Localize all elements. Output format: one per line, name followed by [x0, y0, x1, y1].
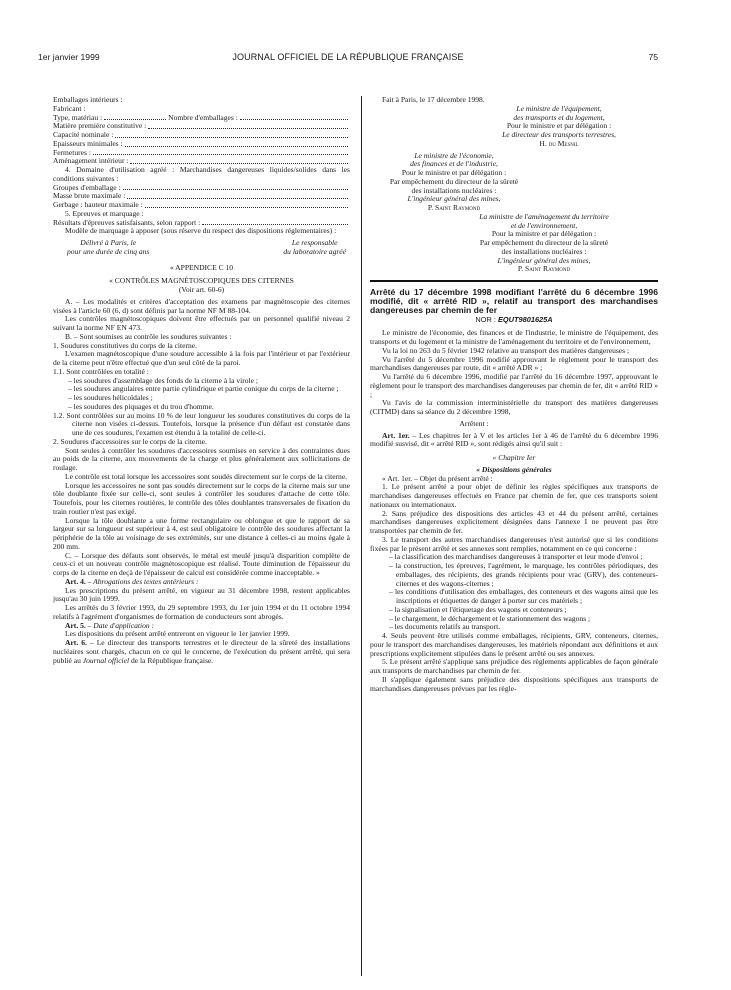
form-dots	[127, 192, 348, 199]
form-label: Groupes d'emballage :	[53, 182, 121, 192]
responsible-title: Le responsable	[291, 238, 338, 247]
form-label: Masse brute maximale :	[53, 191, 126, 201]
article-5-paragraph: Les dispositions du présent arrêté entreront en vigueur le 1er janvier 1999.	[65, 629, 290, 639]
numbered-paragraph: 5. Le présent arrêté s'applique sans préjudice des règlements applicables de façon générale aux transports de marchandises par chemin de fer.	[370, 657, 658, 676]
list-item: – les conditions d'utilisation des emballages, des conteneurs et des wagons ainsi que les inscriptions et étiquettes de danger à porter sur ces matériels ;	[389, 587, 658, 606]
paragraph-c: C. – Lorsque des défauts sont observés, le métal est meulé jusqu'à disparition complète de ceux-ci et un nouveau contrôle magnétoscopique est réalisé. Toute diminution de l'épaisseur du corps de la citerne en deçà de l'épaisseur de calcul est considérée comme inacceptable. »	[53, 550, 350, 577]
signatory-line: L'ingénieur général des mines,	[497, 255, 591, 265]
signatory-name: H. du Mesnil	[539, 138, 579, 148]
delivery-signature-block	[53, 239, 350, 257]
header-page-number: 75	[648, 52, 658, 62]
header-journal-title: JOURNAL OFFICIEL DE LA RÉPUBLIQUE FRANÇAISE	[232, 52, 464, 62]
article-1-paragraph	[370, 432, 658, 450]
nor-label: NOR :	[475, 314, 498, 324]
fait-a-paris: Fait à Paris, le 17 décembre 1998.	[382, 95, 485, 104]
domaine-text: 4. Domaine d'utilisation agréé : Marchandises dangereuses liquides/solides dans les conditions suivantes :	[53, 165, 350, 183]
paragraph-a: A. – Les modalités et critères d'acceptation des examens par magnétoscopie des citernes visées à l'article 60 (6, d) sont définis par la norme NF M 88-104.	[53, 296, 350, 315]
form-label: Nombre d'emballages :	[168, 112, 238, 122]
vu-paragraph: Vu l'arrêté du 5 décembre 1996 modifié approuvant le règlement pour le transport des marchandises dangereuses par route, dit « arrêté ADR » ;	[370, 354, 658, 373]
signatory-line: Pour le ministre et par délégation :	[401, 168, 507, 177]
form-row	[53, 96, 350, 105]
form-row	[53, 140, 350, 149]
form-dots	[115, 131, 348, 138]
signatory-name: P. Saint Raymond	[427, 203, 481, 212]
signatory-line: Pour la ministre et par délégation :	[491, 229, 597, 239]
article-6-paragraph	[53, 639, 350, 665]
paragraph-a2: Les contrôles magnétoscopiques doivent être effectués par un personnel qualifié niveau 2 suivant la norme NF EN 473.	[53, 314, 350, 332]
form-label: Fabricant :	[53, 103, 86, 113]
form-label: Capacité nominale :	[53, 130, 114, 139]
form-label: Epaisseurs minimales :	[53, 138, 123, 148]
article-5-label: Art. 5.	[65, 620, 86, 630]
article-4-paragraph: Les arrêtés du 3 février 1993, du 29 septembre 1993, du 1er juin 1994 et du 11 octobre 1994 relatifs à l'agrément d'organismes de formation de conducteurs sont abrogés.	[53, 603, 350, 621]
signature-block-economy	[330, 152, 578, 213]
form-label: Aménagement intérieur :	[53, 156, 129, 166]
signatory-line: Le directeur des transports terrestres,	[502, 130, 616, 139]
list-item: – les soudures angulaires entre partie cylindrique et partie conique du corps de la citerne ;	[68, 384, 339, 394]
header-date: 1er janvier 1999	[38, 52, 100, 62]
dispositions-heading: « Dispositions générales	[476, 464, 552, 474]
section-2-paragraph: Le contrôle est total lorsque les accessoires sont soudés directement sur le corps de la citerne.	[65, 471, 348, 481]
right-column	[370, 96, 658, 693]
form-dots	[148, 122, 348, 129]
form-dots	[93, 149, 348, 156]
form-dots	[145, 201, 348, 208]
list-item: – les soudures des piquages et du trou d'homme.	[68, 401, 214, 411]
form-label: Type, matériau :	[53, 112, 103, 122]
section-1-1-heading: 1.1. Sont contrôlées en totalité :	[53, 366, 149, 376]
nor-code: EQUT9801625A	[497, 314, 553, 324]
signatory-line: des transports et du logement,	[513, 112, 605, 122]
journal-officiel-ref: Journal officiel	[82, 655, 130, 665]
signatory-line: Par empêchement du directeur de la sûreté	[479, 238, 609, 247]
paragraph-b: B. – Sont soumises au contrôle les soudures suivantes :	[65, 331, 232, 341]
signatory-line: des installations nucléaires :	[411, 185, 497, 195]
form-dots	[104, 114, 166, 121]
signatory-line: des installations nucléaires :	[501, 246, 587, 256]
epreuves-heading: 5. Epreuves et marquage :	[65, 208, 144, 218]
left-column	[53, 96, 350, 665]
list-item: – le chargement, le déchargement et le stationnement des wagons ;	[389, 613, 591, 623]
intro-paragraph: Le ministre de l'économie, des finances et de l'industrie, le ministre de l'équipement, des transports et du logement et la ministre de l'aménagement du territoire et de l'environnement,	[370, 328, 658, 347]
appendix-heading: « APPENDICE C 10	[169, 262, 234, 272]
list-item: – les soudures d'assemblage des fonds de la citerne à la virole ;	[68, 375, 258, 385]
signatory-line: Le ministre de l'équipement,	[516, 103, 602, 113]
appendix-reference: (Voir art. 60-6)	[178, 285, 225, 294]
article-6-label: Art. 6.	[65, 638, 87, 647]
form-dots	[130, 157, 348, 164]
form-dots	[202, 219, 348, 226]
form-label: Résultats d'épreuves satisfaisants, selon rapport :	[53, 217, 201, 227]
article-4-title: – Abrogations des textes antérieurs :	[85, 576, 199, 586]
form-dots	[125, 140, 348, 147]
list-item: – la signalisation et l'étiquetage des wagons et conteneurs ;	[389, 604, 567, 614]
section-2-paragraph: Lorsque la tôle doublante a une forme rectangulaire ou oblongue et que le rapport de sa largeur sur sa longueur est supérieur à 4, est seul obligatoire le contrôle des soudures affectant la périphérie de la tôle au voisinage de ses extrémités, sur une distance à celles-ci au moins égale à 200 mm.	[53, 515, 350, 551]
form-dots	[240, 114, 348, 121]
signatory-line: et de l'environnement,	[510, 220, 578, 230]
numbered-paragraph: 1. Le présent arrêté a pour objet de définir les règles spécifiques aux transports de marchandises dangereuses effectués en France par chemin de fer, que ces transports soient nationaux ou internationaux.	[370, 482, 658, 509]
section-1-text: L'examen magnétoscopique d'une soudure accessible à la fois par l'intérieur et par l'extérieur de la citerne peut n'être effectué que d'un seul côté de la paroi.	[53, 349, 350, 367]
numbered-paragraph: Il s'applique également sans préjudice des dispositions spécifiques aux transports de marchandises dangereuses prévues par les règle-	[370, 674, 658, 693]
article-1-label: Art. 1er.	[382, 430, 410, 440]
nor-reference	[370, 316, 658, 325]
list-item: – la classification des marchandises dangereuses à transporter et leur mode d'envoi ;	[389, 552, 643, 562]
form-dots	[123, 184, 348, 191]
numbered-paragraph: 4. Seuls peuvent être utilisés comme emballages, récipients, GRV, conteneurs, citernes, pour le transport des marchandises dangereuses, les matériels répondant aux définitions et aux prescriptions explicitement stipulées dans le présent arrêté ou ses annexes.	[370, 631, 658, 658]
chapter-heading: « Chapitre Ier	[492, 453, 536, 463]
column-divider	[361, 96, 362, 976]
signatory-line: Par empêchement du directeur de la sûreté	[389, 176, 519, 186]
signature-block-equipment	[460, 105, 658, 149]
section-2-paragraph: Lorsque les accessoires ne sont pas soudés directement sur le corps de la citerne mais sur une tôle doublante fixée sur celle-ci, sont seules à contrôler les soudures d'attache de cette tôle. Toutefois, pour les citernes routières, le contrôle des tôles doublantes transversales de fixation du train routier n'est pas exigé.	[53, 480, 350, 516]
article-1-object: « Art. 1er. – Objet du présent arrêté :	[382, 473, 493, 483]
signatory-line: L'ingénieur général des mines,	[407, 194, 501, 204]
article-4-paragraph: Les prescriptions du présent arrêté, en vigueur au 31 décembre 1998, restent applicables jusqu'au 30 juin 1999.	[53, 585, 350, 604]
article-6-text: – Le directeur des transports terrestres et le directeur de la sûreté des installations nucléaires sont chargés, chacun en ce qui le concerne, de l'exécution du présent arrêté, qui sera publié au	[53, 638, 351, 665]
signature-block-environment	[430, 213, 658, 274]
form-label: Emballages intérieurs :	[53, 95, 123, 104]
section-1-heading: 1. Soudures constitutives du corps de la citerne.	[53, 340, 197, 350]
signatory-line: La ministre de l'aménagement du territoire	[479, 211, 609, 221]
signatory-name: P. Saint Raymond	[517, 264, 571, 274]
appendix-title: « CONTRÔLES MAGNÉTOSCOPIQUES DES CITERNES	[109, 276, 294, 286]
article-5-title: – Date d'application :	[85, 620, 155, 630]
modele-text: Modèle de marquage à apposer (sous réserve du respect des dispositions réglementaires) :	[65, 226, 337, 236]
arretent: Arrêtent :	[459, 418, 489, 428]
section-1-2-text: 1.2. Sont contrôlées sur au moins 10 % de leur longueur les soudures constitutives du corps de la citerne non visées ci-dessus. Toutefois, lorsque la présence d'un défaut est constatée dans une de ces soudures, l'examen est étendu à la totalité de celle-ci.	[53, 410, 350, 437]
section-2-heading: 2. Soudures d'accessoires sur le corps de la citerne.	[53, 436, 207, 446]
page-header	[38, 52, 658, 66]
numbered-paragraph: 3. Le transport des autres marchandises dangereuses n'est autorisé que si les conditions fixées par le présent arrêté et ses annexes sont remplies, notamment en ce qui concerne :	[370, 534, 658, 553]
form-label: Gerbage : hauteur maximale :	[53, 200, 143, 209]
article-6-end: de la République française.	[129, 655, 214, 665]
section-rule	[370, 280, 658, 282]
validity-duration: pour une durée de cinq ans	[67, 246, 150, 256]
numbered-paragraph: 2. Sans préjudice des dispositions des articles 43 et 44 du présent arrêté, certaines marchandises dangereuses explicitement désignées dans l'annexe I ne peuvent pas être transportées par chemin de fer.	[370, 508, 658, 536]
form-label: Matière première constitutive :	[53, 121, 147, 131]
list-item: – les documents relatifs au transport.	[389, 622, 501, 632]
signatory-line: des finances et de l'industrie,	[410, 159, 498, 169]
article-4-label: Art. 4.	[65, 576, 86, 586]
vu-paragraph: Vu l'arrêté du 6 décembre 1996, modifié par l'arrêté du 16 décembre 1997, approuvant le règlement pour le transport des marchandises dangereuses par chemin de fer, dit « arrêté RID » ;	[370, 372, 658, 399]
section-2-paragraph: Sont seules à contrôler les soudures d'accessoires soumises en service à des contraintes dues au poids de la citerne, aux mouvements de la charge et plus généralement aux sollicitations de roulage.	[53, 445, 350, 472]
form-label: Fermetures :	[53, 147, 91, 157]
list-item: – la construction, les épreuves, l'agrément, le marquage, les contrôles périodiques, des emballages, des récipients, des grands récipients pour vrac (GRV), des conteneurs-citernes et des wagons-citernes ;	[389, 561, 658, 588]
article-1-text: – Les chapitres Ier à V et les articles 1er à 46 de l'arrêté du 6 décembre 1996 modifié susvisé, dit « arrêté RID », sont rédigés ainsi qu'il suit :	[370, 430, 658, 449]
list-item: – les soudures hélicoïdales ;	[68, 393, 153, 402]
vu-paragraph: Vu la loi no 263 du 5 février 1942 relative au transport des matières dangereuses ;	[382, 345, 630, 355]
vu-paragraph: Vu l'avis de la commission interministérielle du transport des matières dangereuses (CITMD) dans sa séance du 2 décembre 1998,	[370, 398, 658, 417]
signatory-line: Le ministre de l'économie,	[414, 150, 494, 160]
signatory-line: Pour le ministre et par délégation :	[506, 121, 612, 131]
delivered-at: Délivré à Paris, le	[80, 238, 137, 247]
lab-title: du laboratoire agréé	[283, 246, 346, 256]
arrete-title: Arrêté du 17 décembre 1998 modifiant l'arrêté du 6 décembre 1996 modifié, dit « arrêté RID », relatif au transport des marchandises dangereuses par chemin de fer	[370, 287, 658, 316]
